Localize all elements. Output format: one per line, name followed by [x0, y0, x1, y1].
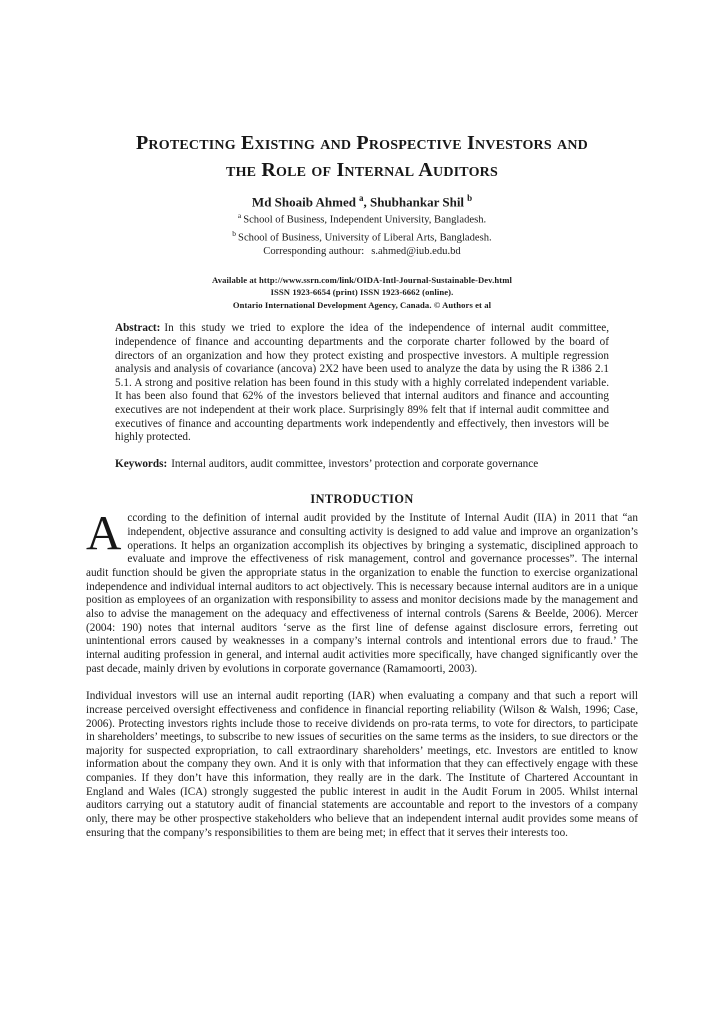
- publication-info: [0, 274, 724, 312]
- intro-paragraph-2: [86, 690, 638, 840]
- intro-paragraph-1-text: ccording to the definition of internal audit provided by the Institute of Internal Audit (IIA) in 2011 that “an independent, objective assurance and consulting activity is designed to add value and improve an organization’s operations. It helps an organization accomplish its objectives by bringing a systematic, disciplined approach to evaluate and improve the effectiveness of risk management, control and governance processes”. The internal audit function should be given the appropriate status in the organization to enable the function to exercise organizational independence and individual internal auditors to act objectively. This is necessary because internal auditors are in a unique position as employees of an organization with responsibility to assess and monitor decisions made by the management and also to advise the management on the adequacy and effectiveness of internal controls (Sarens & Beelde, 2006). Mercer (2004: 190) notes that internal auditors ‘serve as the first line of defense against disclosure errors, ferreting out unintentional errors caused by weaknesses in a company’s internal controls and intentional errors due to fraud.’ The internal auditing profession in general, and internal audit activities more specifically, have changed significantly over the past decade, mainly driven by evolutions in corporate governance (Ramamoorti, 2003).: [86, 512, 638, 675]
- abstract-text: In this study we tried to explore the idea of the independence of internal audit committee, independence of finance and accounting departments and the corporate charter followed by the board of directors of an organization and how they protect existing and prospective investors. A multiple regression analysis and analysis of covariance (ancova) 2X2 have been used to analyze the data by using the R i386 2.1 5.1. A strong and positive relation has been found in this study with a highly correlated independent variable. It has been also found that 62% of the investors believed that internal auditors and finance and accounting executives are not independent at their work place. Surprisingly 89% felt that if internal audit committee and executives of finance and accounting departments work independently and effectively, then investors will be highly protected.: [115, 322, 609, 444]
- author-1-affiliation-mark: a: [358, 193, 364, 203]
- author-1: Md Shoaib Ahmed: [251, 194, 356, 210]
- keywords-label: Keywords:: [115, 457, 168, 470]
- affiliation-b: [0, 227, 724, 245]
- title-line-1: Protecting Existing and Prospective Investors and: [136, 132, 588, 154]
- authors-line: [0, 191, 724, 209]
- intro-paragraph-1: [86, 505, 638, 676]
- author-2: Shubhankar Shil: [369, 194, 465, 210]
- keywords-line: [115, 458, 609, 472]
- abstract-paragraph: [115, 322, 609, 444]
- corresponding-author-line: [0, 245, 724, 258]
- affiliation-b-mark: b: [232, 229, 237, 239]
- affiliation-a: [0, 209, 724, 227]
- pub-availability-line: Available at http://www.ssrn.com/link/OIDA-Intl-Journal-Sustainable-Dev.html: [212, 274, 512, 285]
- author-2-affiliation-mark: b: [467, 193, 473, 203]
- drop-cap: A: [86, 505, 122, 561]
- introduction-heading: INTRODUCTION: [310, 492, 414, 507]
- pub-agency-line: Ontario International Development Agency, Canada. © Authors et al: [232, 299, 492, 310]
- affiliation-a-mark: a: [237, 211, 242, 221]
- abstract-label: Abstract:: [115, 322, 161, 335]
- corresponding-email: s.ahmed@iub.edu.bd: [371, 246, 461, 258]
- affiliation-b-text: School of Business, University of Liberal Arts, Bangladesh.: [238, 232, 492, 244]
- keywords-text: Internal auditors, audit committee, investors’ protection and corporate governance: [171, 457, 539, 470]
- affiliation-a-text: School of Business, Independent University, Bangladesh.: [243, 214, 487, 226]
- author-separator: ,: [363, 194, 370, 210]
- title-line-2: the Role of Internal Auditors: [226, 159, 498, 181]
- pub-issn-line: ISSN 1923-6654 (print) ISSN 1923-6662 (online).: [270, 287, 454, 298]
- paper-title: [0, 0, 724, 184]
- intro-paragraph-2-text: Individual investors will use an internal audit reporting (IAR) when evaluating a company and that such a report will increase perceived oversight effectiveness and confidence in financial reporting reliability (Wilson & Walsh, 1996; Case, 2006). Protecting investors rights include those to receive dividends on pro-rata terms, to vote for directors, to participate in shareholders’ meetings, to subscribe to new issues of securities on the same terms as the insiders, to sue directors or the majority for suspected expropriation, to call extraordinary shareholders’ meetings, etc. Investors are entitled to know information about the company they own. And it is only with that information that they can effectively engage with these companies. If they don’t have this information, they really are in the dark. The Institute of Chartered Accountant in England and Wales (ICA) strongly suggested the public interest in audit in the Audit Forum in 2005. Whilst internal auditors carrying out a statutory audit of financial statements are accountable and report to the investors of a company only, there may be other prospective stakeholders who believe that an independent internal audit provides some means of ensuring that the company’s responsibilities to them are being met; in effect that it serves their interests too.: [86, 690, 638, 839]
- corresponding-label: Corresponding authour:: [263, 246, 365, 258]
